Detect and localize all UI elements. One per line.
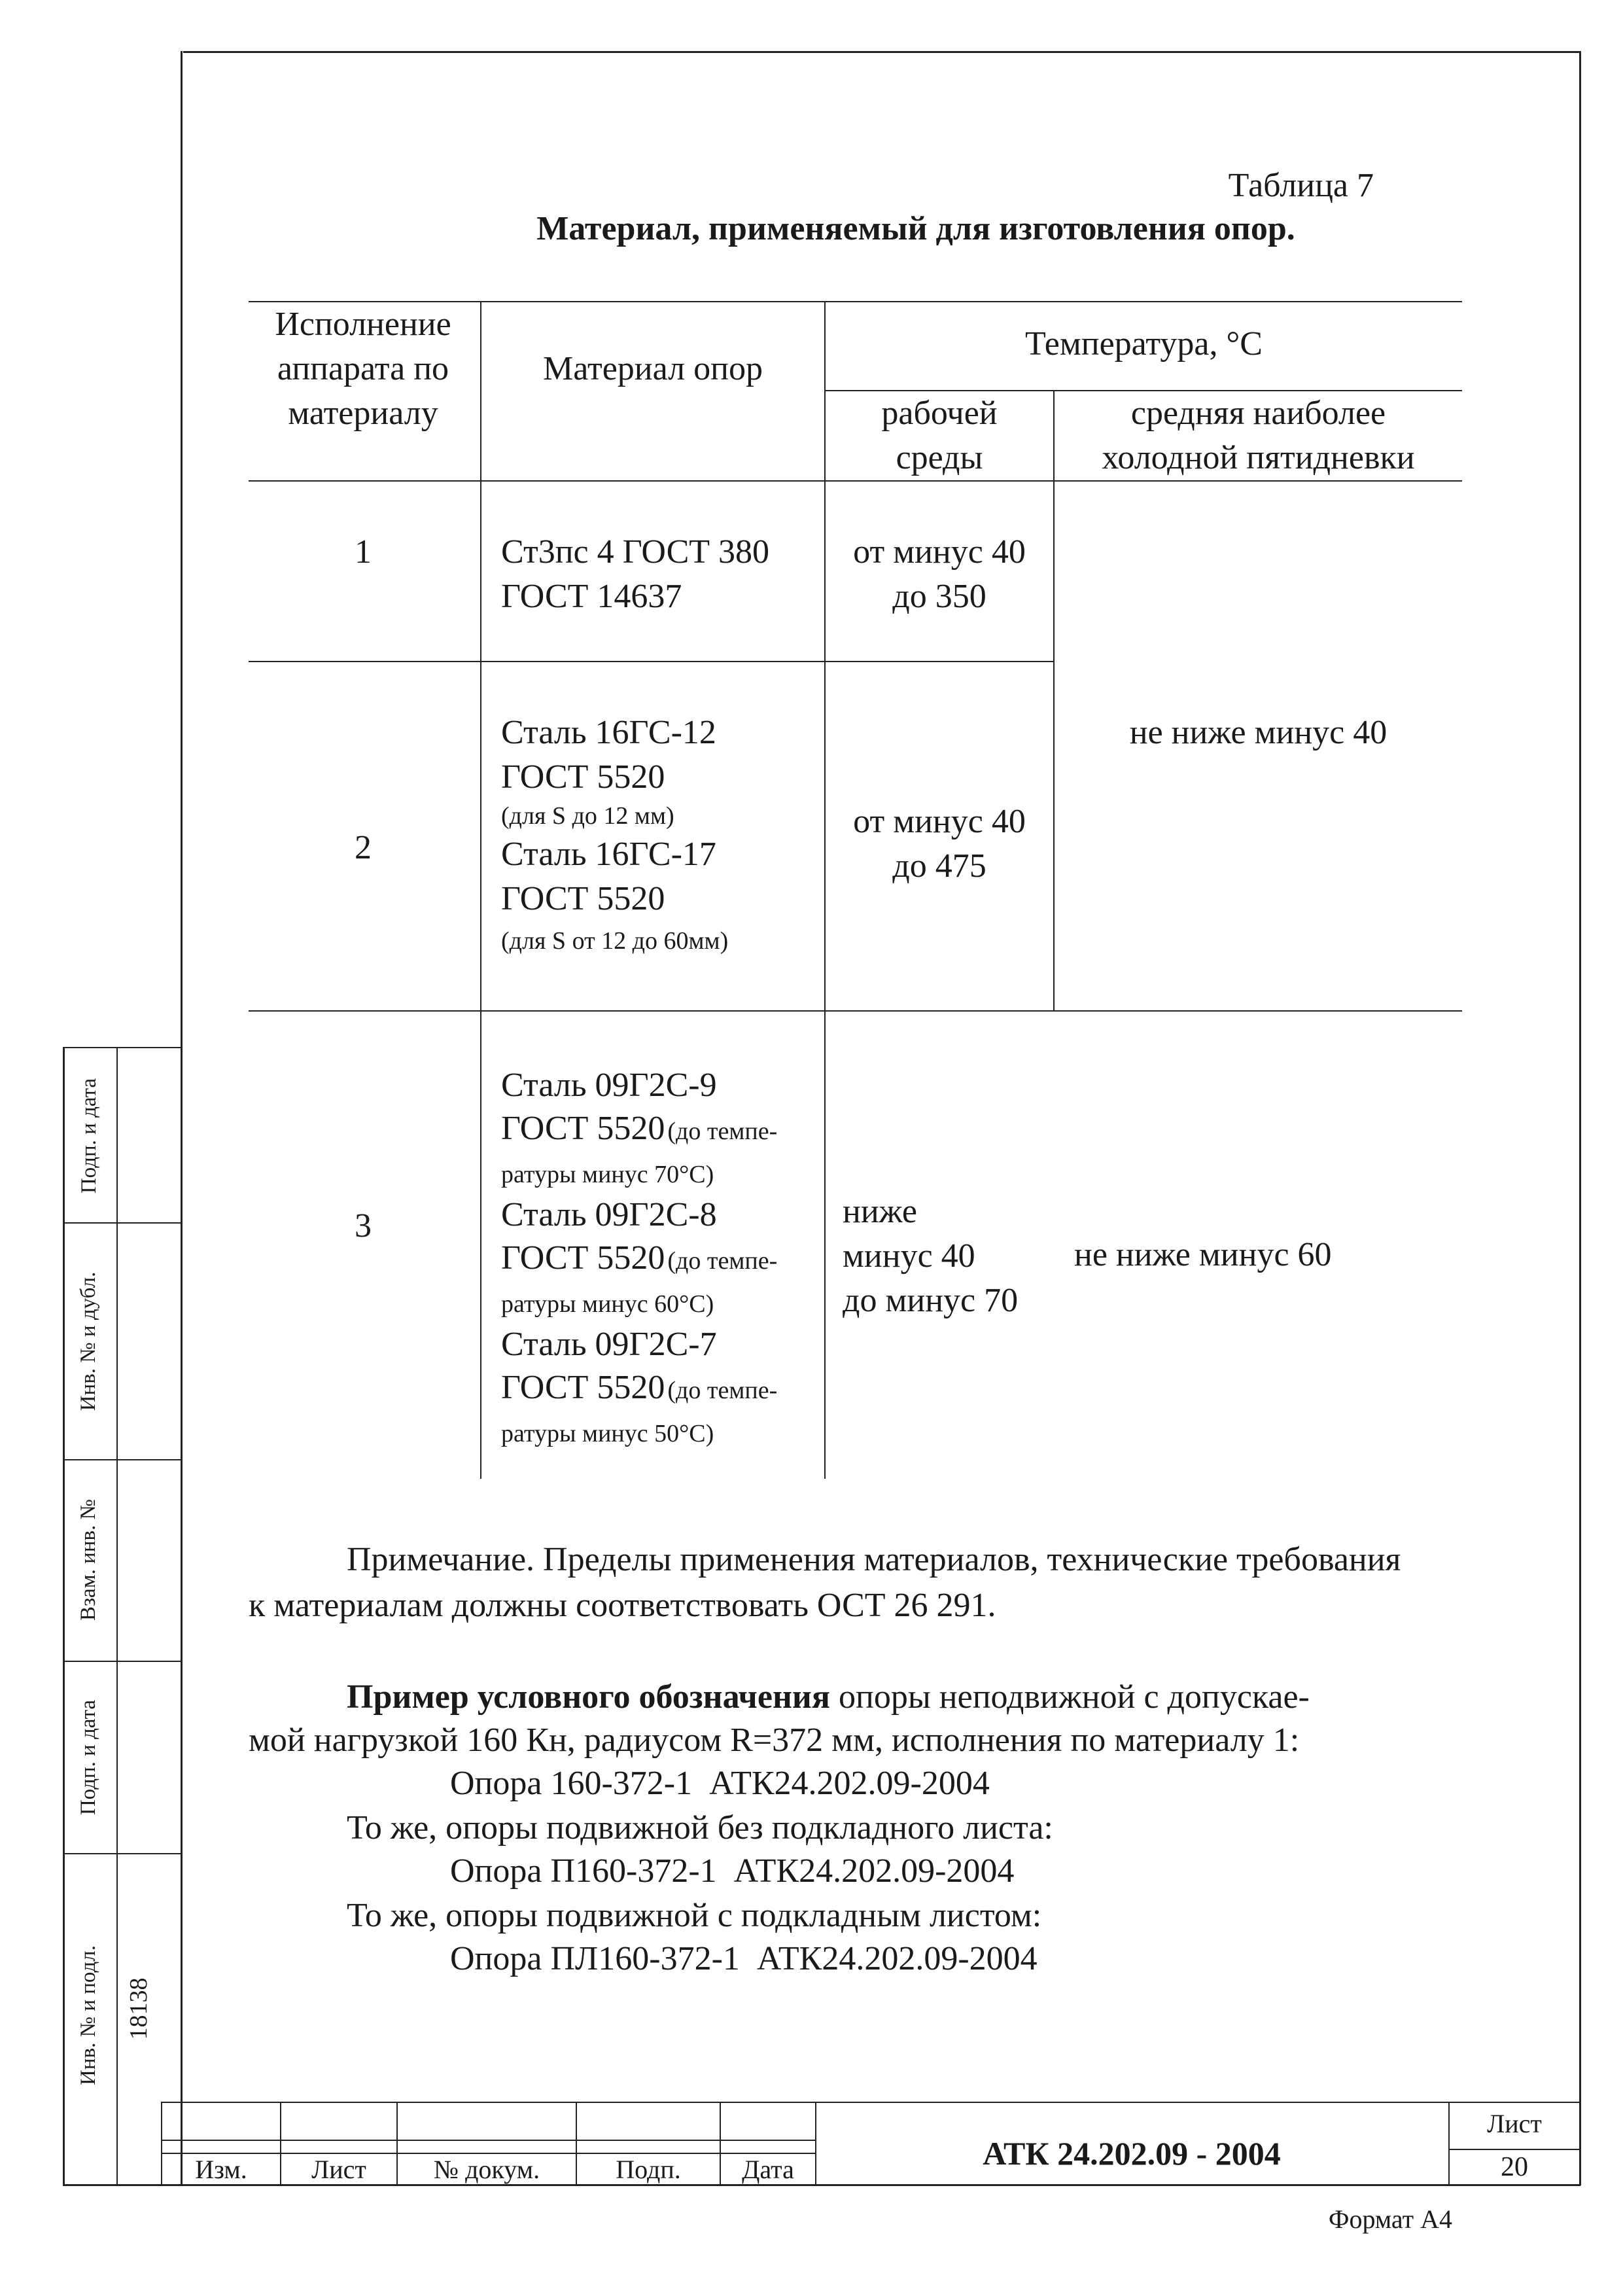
row3-material: Сталь 09Г2С-9 ГОСТ 5520 (до темпе- ратуры минус 70°С) Сталь 09Г2С-8 ГОСТ 5520 (до темпе- ратуры минус 60°С) Сталь 09Г2С-7 ГОСТ 5520 (до темпе- ратуры минус 50°С) [501, 1067, 778, 1447]
paper-format: Формат А4 [1328, 2204, 1452, 2234]
rows12-cold-temp: не ниже минус 40 [1129, 714, 1387, 751]
tb-col-izm: Изм. [195, 2155, 247, 2184]
sheet-label: Лист [1487, 2109, 1542, 2138]
frame-right [1579, 51, 1581, 2185]
table-number: Таблица 7 [1228, 167, 1374, 204]
table-title: Материал, применяемый для изготовления опор. [536, 210, 1295, 247]
frame-top [183, 51, 1580, 53]
note-line-1: Примечание. Пределы применения материалов, технические требования [347, 1541, 1401, 1578]
frame-left [181, 51, 183, 2185]
tb-col-doc: № докум. [433, 2155, 540, 2184]
row2-num: 2 [355, 829, 372, 866]
header-work-temp: рабочей среды [881, 395, 998, 476]
row1-num: 1 [355, 533, 372, 571]
row1-material: Ст3пс 4 ГОСТ 380 ГОСТ 14637 [501, 533, 770, 615]
tb-col-list: Лист [311, 2155, 366, 2184]
stamp-label-replace-inv: Взам. инв. № [77, 1499, 100, 1621]
stamp-label-inv-orig: Инв. № и подл. [77, 1945, 100, 2085]
note-line-2: к материалам должны соответствовать ОСТ 26 291. [249, 1587, 996, 1624]
example-line-1: Пример условного обозначения опоры неподвижной с допускае- [347, 1678, 1310, 1716]
header-material: Материал опор [543, 350, 763, 387]
header-cold-temp: средняя наиболее холодной пятидневки [1102, 395, 1415, 476]
row3-num: 3 [355, 1207, 372, 1245]
stamp-inv-number: 18138 [125, 1977, 152, 2040]
example-bold-lead: Пример условного обозначения [347, 1678, 831, 1716]
sheet-number: 20 [1501, 2152, 1528, 2182]
row2-work-temp: от минус 40 до 475 [853, 803, 1026, 885]
example-line-2: мой нагрузкой 160 Кн, радиусом R=372 мм, исполнения по материалу 1: [249, 1722, 1300, 1759]
stamp-label-sign-date-1: Подп. и дата [77, 1078, 101, 1194]
tb-col-sign: Подп. [616, 2155, 681, 2184]
tb-col-date: Дата [742, 2155, 794, 2184]
doc-code: АТК 24.202.09 - 2004 [983, 2135, 1281, 2172]
row1-work-temp: от минус 40 до 350 [853, 533, 1026, 615]
row3-work-temp: ниже минус 40 до минус 70 [843, 1193, 1019, 1319]
stamp-label-inv-dup: Инв. № и дубл. [77, 1271, 100, 1411]
example-code-1: Опора 160-372-1 АТК24.202.09-2004 [450, 1765, 990, 1802]
example-code-2: Опора П160-372-1 АТК24.202.09-2004 [450, 1852, 1015, 1890]
row2-material: Сталь 16ГС-12 ГОСТ 5520 (для S до 12 мм) Сталь 16ГС-17 ГОСТ 5520 (для S от 12 до 60мм) [501, 714, 729, 955]
example-same-2: То же, опоры подвижной с подкладным листом: [347, 1897, 1042, 1934]
stamp-label-sign-date-2: Подп. и дата [77, 1699, 100, 1816]
header-execution: Исполнение аппарата по материалу [275, 306, 451, 432]
header-temperature: Температура, °С [1024, 325, 1263, 362]
row3-cold-temp: не ниже минус 60 [1074, 1236, 1332, 1273]
example-same-1: То же, опоры подвижной без подкладного листа: [347, 1809, 1053, 1846]
example-code-3: Опора ПЛ160-372-1 АТК24.202.09-2004 [450, 1940, 1038, 1977]
